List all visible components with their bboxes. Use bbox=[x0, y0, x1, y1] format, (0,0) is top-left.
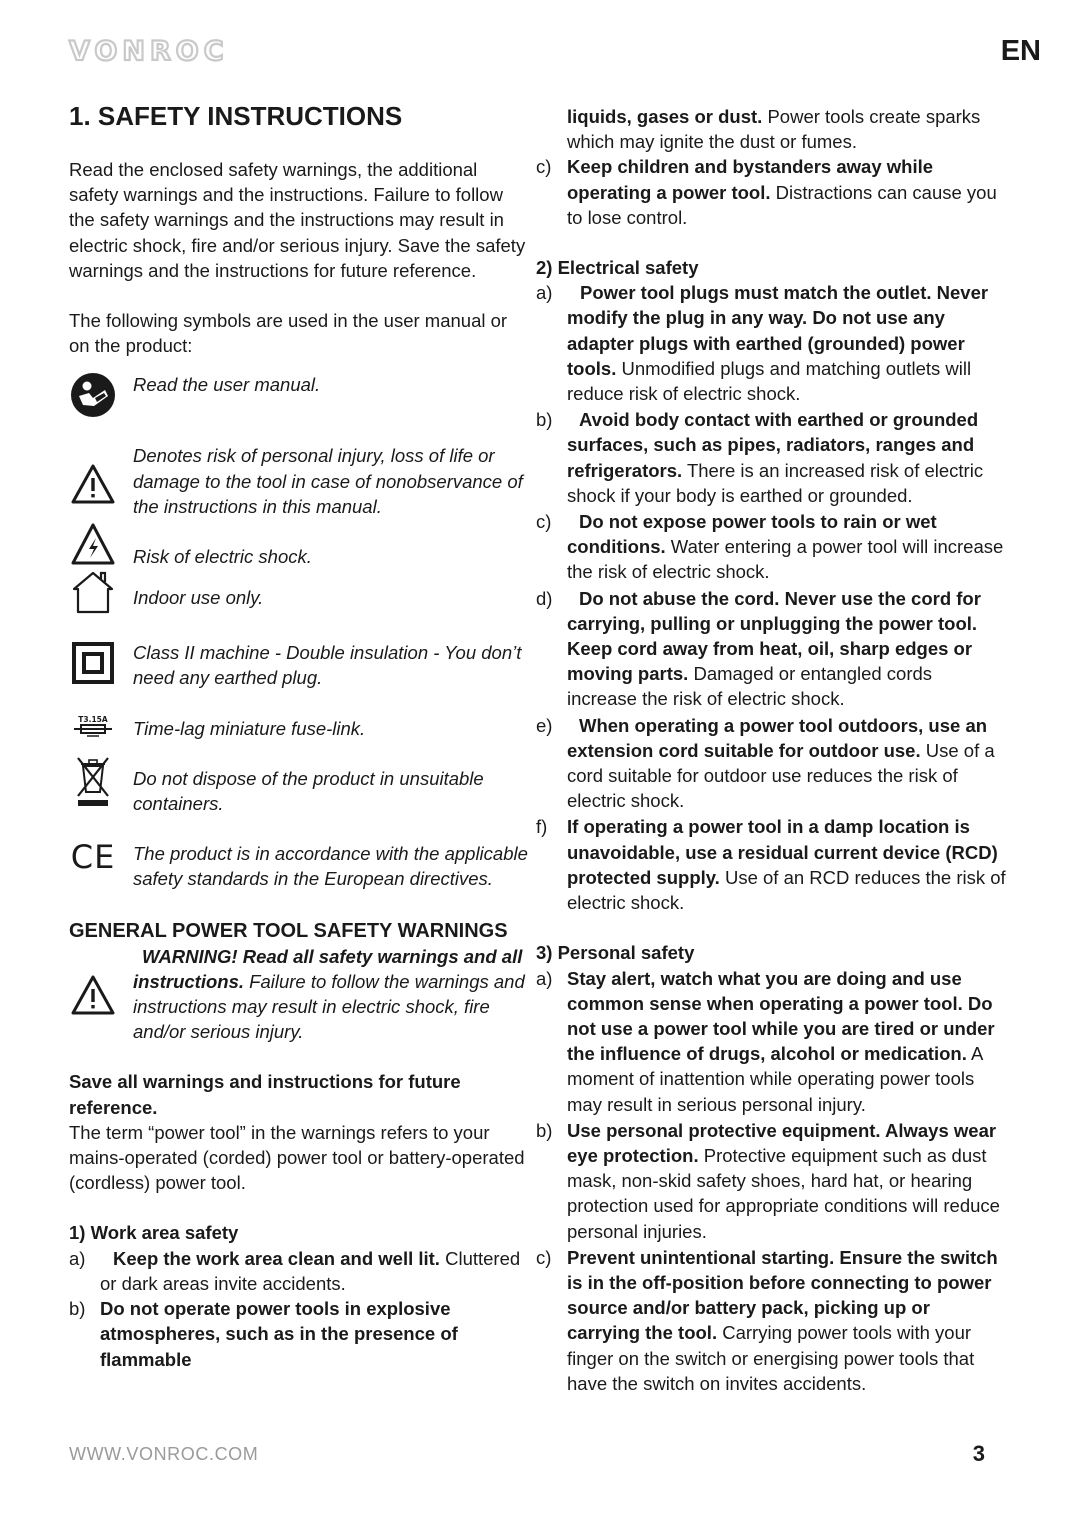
item-bold: Do not operate power tools in explosive atmospheres, such as in the presence of flammable bbox=[100, 1298, 458, 1370]
item-label: a) bbox=[536, 282, 553, 304]
list-item bbox=[536, 1245, 1006, 1396]
symbol-row bbox=[69, 766, 531, 816]
list-item bbox=[536, 509, 1006, 585]
list-item bbox=[536, 713, 1006, 814]
warning-bold: WARNING! Read all safety warnings and all instructions. bbox=[133, 945, 523, 992]
item-label: c) bbox=[536, 156, 552, 178]
item-bold: liquids, gases or dust. bbox=[567, 106, 763, 127]
item-label: a) bbox=[536, 967, 553, 989]
item-label: b) bbox=[536, 1119, 553, 1141]
item-text: There is an increased risk of electric shock if your body is earthed or grounded. bbox=[567, 459, 984, 506]
right-column bbox=[536, 104, 1006, 1396]
item-bold: Avoid body contact with earthed or grounded surfaces, such as pipes, radiators, ranges and refrigerators. bbox=[567, 409, 979, 481]
list-item bbox=[536, 966, 1006, 1117]
house-icon bbox=[69, 569, 117, 615]
warning-box bbox=[69, 944, 531, 1045]
intro-paragraph: Read the enclosed safety warnings, the additional safety warnings and the instructions. Failure to follow the safety warnings and the instructions may result in electric shock, fire and/or serious injury. Save the safety warnings and the instructions for future reference. bbox=[69, 159, 526, 281]
item-text: Use of a cord suitable for outdoor use reduces the risk of electric shock. bbox=[567, 739, 995, 812]
warning-triangle-icon bbox=[69, 463, 117, 505]
symbol-text: Class II machine - Double insulation - You don’t need any earthed plug. bbox=[133, 642, 522, 689]
symbol-text: Indoor use only. bbox=[133, 587, 264, 609]
double-insulation-icon bbox=[69, 642, 117, 684]
symbols-intro: The following symbols are used in the user manual or on the product: bbox=[69, 310, 508, 357]
read-manual-icon bbox=[69, 372, 117, 418]
item-text: Carrying power tools with your finger on the switch or energising power tools that have the switch on invites accidents. bbox=[567, 1322, 975, 1394]
item-text: Protective equipment such as dust mask, non-skid safety shoes, hard hat, or hearing protection used for appropriate conditions will reduce personal injuries. bbox=[567, 1144, 1000, 1242]
item-label: b) bbox=[69, 1298, 86, 1320]
item-bold: Do not abuse the cord. Never use the cord for carrying, pulling or unplugging the power tool. Keep cord away from heat, oil, sharp edges or moving parts. bbox=[567, 587, 981, 685]
symbol-text: Time-lag miniature fuse-link. bbox=[133, 717, 366, 739]
item-label: d) bbox=[536, 587, 553, 609]
item-label: c) bbox=[536, 511, 552, 533]
item-label: e) bbox=[536, 714, 553, 736]
symbol-text: Risk of electric shock. bbox=[133, 546, 312, 568]
symbol-row bbox=[69, 640, 531, 690]
list-item-continued bbox=[536, 104, 1006, 154]
symbol-text: Denotes risk of personal injury, loss of life or damage to the tool in case of nonobservance of the instructions in this manual. bbox=[133, 445, 523, 517]
general-warnings-heading: GENERAL POWER TOOL SAFETY WARNINGS bbox=[69, 919, 508, 942]
list-item bbox=[69, 1246, 531, 1296]
item-text: Damaged or entangled cords increase the risk of electric shock. bbox=[567, 663, 933, 710]
section-work-area-title: 1) Work area safety bbox=[69, 1222, 239, 1244]
item-text: Distractions can cause you to lose control. bbox=[567, 181, 997, 228]
left-column bbox=[69, 101, 531, 1372]
section-electrical-title: 2) Electrical safety bbox=[536, 257, 699, 279]
symbol-row bbox=[69, 585, 531, 615]
symbol-row bbox=[69, 443, 531, 519]
term-text: The term “power tool” in the warnings refers to your mains-operated (corded) power tool or battery-operated (cordless) power tool. bbox=[69, 1121, 525, 1194]
list-item bbox=[536, 586, 1006, 712]
item-label: c) bbox=[536, 1246, 552, 1268]
crossed-bin-icon bbox=[69, 752, 117, 808]
warning-text bbox=[133, 944, 531, 1045]
symbol-row bbox=[69, 838, 531, 891]
symbol-text: The product is in accordance with the applicable safety standards in the European directives. bbox=[133, 843, 528, 890]
ce-mark-label: CE bbox=[70, 838, 116, 877]
item-bold: Prevent unintentional starting. Ensure the switch is in the off-position before connecting to power source and/or battery pack, picking up or carrying the tool. bbox=[567, 1246, 998, 1344]
item-label: b) bbox=[536, 409, 553, 431]
item-bold: Do not expose power tools to rain or wet conditions. bbox=[567, 511, 937, 558]
symbol-row bbox=[69, 372, 531, 418]
electric-shock-icon bbox=[69, 522, 117, 566]
item-text: Water entering a power tool will increase the risk of electric shock. bbox=[567, 536, 1004, 583]
list-item bbox=[536, 154, 1006, 230]
language-code: EN bbox=[1000, 35, 1041, 67]
section-personal-title: 3) Personal safety bbox=[536, 942, 695, 964]
warning-triangle-icon bbox=[69, 974, 117, 1016]
item-bold: Use personal protective equipment. Always wear eye protection. bbox=[567, 1119, 997, 1166]
item-label: a) bbox=[69, 1247, 86, 1269]
item-bold: Keep the work area clean and well lit. bbox=[113, 1247, 440, 1269]
item-text: A moment of inattention while operating power tools may result in serious personal injury. bbox=[567, 1043, 983, 1115]
item-text: Power tools create sparks which may ignite the dust or fumes. bbox=[567, 106, 981, 153]
item-text: Use of an RCD reduces the risk of electric shock. bbox=[567, 866, 1006, 914]
fuse-label: T3.15A bbox=[78, 714, 108, 724]
save-warnings-text: Save all warnings and instructions for future reference. bbox=[69, 1071, 461, 1118]
ce-mark-icon bbox=[69, 837, 117, 877]
symbol-row bbox=[69, 716, 531, 741]
list-item bbox=[536, 280, 1006, 406]
page-title: 1. SAFETY INSTRUCTIONS bbox=[69, 101, 403, 131]
item-bold: When operating a power tool outdoors, use an extension cord suitable for outdoor use. bbox=[567, 714, 988, 761]
item-bold: Keep children and bystanders away while operating a power tool. bbox=[567, 156, 934, 203]
item-bold: Power tool plugs must match the outlet. Never modify the plug in any way. Do not use any adapter plugs with earthed (grounded) power tools. bbox=[567, 282, 989, 379]
item-label: f) bbox=[536, 816, 548, 838]
symbol-text: Read the user manual. bbox=[133, 374, 321, 396]
item-text: Unmodified plugs and matching outlets will reduce risk of electric shock. bbox=[567, 357, 972, 405]
item-text: Cluttered or dark areas invite accidents. bbox=[100, 1247, 521, 1294]
list-item bbox=[69, 1296, 531, 1372]
warning-rest: Failure to follow the warnings and instructions may result in electric shock, fire and/or serious injury. bbox=[133, 970, 525, 1043]
symbol-text: Do not dispose of the product in unsuitable containers. bbox=[133, 767, 484, 815]
item-bold: Stay alert, watch what you are doing and use common sense when operating a power tool. Do not use a power tool while you are tired or under the influence of drugs, alcohol or medication. bbox=[567, 967, 995, 1065]
list-item bbox=[536, 814, 1006, 915]
item-bold: If operating a power tool in a damp location is unavoidable, use a residual current device (RCD) protected supply. bbox=[567, 816, 998, 888]
list-item bbox=[536, 1118, 1006, 1244]
symbol-row bbox=[69, 544, 531, 569]
list-item bbox=[536, 407, 1006, 508]
page-number: 3 bbox=[972, 1441, 985, 1466]
brand-logo: VONROC bbox=[69, 36, 229, 67]
footer-website: WWW.VONROC.COM bbox=[69, 1444, 259, 1464]
fuse-icon bbox=[69, 714, 117, 740]
